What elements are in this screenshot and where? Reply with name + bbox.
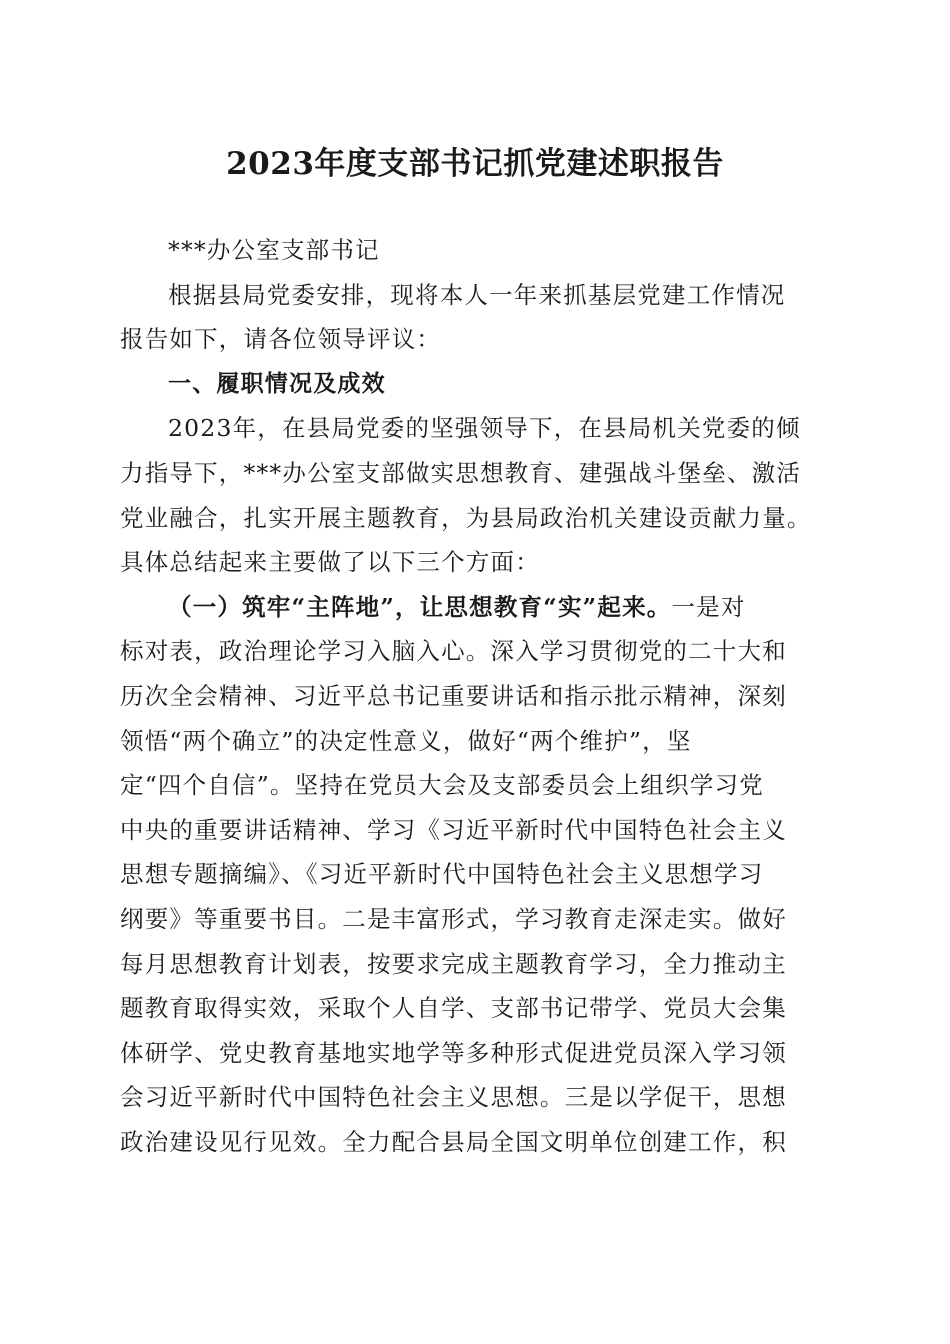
paragraph-line: 领悟“两个确立”的决定性意义，做好“两个维护”，坚 — [120, 726, 692, 755]
paragraph-line: 中央的重要讲话精神、学习《习近平新时代中国特色社会主义 — [120, 815, 787, 844]
intro-line-1: 根据县局党委安排，现将本人一年来抓基层党建工作情况 — [168, 280, 786, 309]
subsection-text: 一是对 — [671, 592, 746, 621]
paragraph-line: 党业融合，扎实开展主题教育，为县局政治机关建设贡献力量。 — [120, 503, 812, 532]
paragraph-line: 政治建设见行见效。全力配合县局全国文明单位创建工作，积 — [120, 1127, 787, 1156]
paragraph-line: 力指导下，***办公室支部做实思想教育、建强战斗堡垒、激活 — [120, 458, 802, 487]
paragraph-line: 思想专题摘编》、《习近平新时代中国特色社会主义思想学习 — [120, 860, 764, 889]
paragraph-line: 体研学、党史教育基地实地学等多种形式促进党员深入学习领 — [120, 1038, 787, 1067]
author-line: ***办公室支部书记 — [168, 236, 380, 264]
paragraph-line: 标对表，政治理论学习入脑入心。深入学习贯彻党的二十大和 — [120, 637, 787, 666]
document-title: 2023年度支部书记抓党建述职报告 — [226, 146, 724, 182]
paragraph-line: 定“四个自信”。坚持在党员大会及支部委员会上组织学习党 — [120, 771, 764, 800]
subsection-lead: （一）筑牢“主阵地”，让思想教育“实”起来。 — [168, 592, 672, 621]
paragraph-line: 每月思想教育计划表，按要求完成主题教育学习，全力推动主 — [120, 949, 787, 978]
paragraph-line: 会习近平新时代中国特色社会主义思想。三是以学促干，思想 — [120, 1083, 787, 1112]
intro-line-2: 报告如下，请各位领导评议： — [120, 325, 442, 354]
paragraph-line: 历次全会精神、习近平总书记重要讲话和指示批示精神，深刻 — [120, 681, 787, 710]
paragraph-line: 具体总结起来主要做了以下三个方面： — [120, 548, 540, 577]
section-heading: 一、履职情况及成效 — [168, 370, 386, 397]
paragraph-line: 题教育取得实效，采取个人自学、支部书记带学、党员大会集 — [120, 994, 787, 1023]
paragraph-line: 2023年，在县局党委的坚强领导下，在县局机关党委的倾 — [168, 414, 801, 443]
subsection-first-line — [120, 585, 840, 630]
document-body — [120, 228, 840, 1164]
paragraph-line: 纲要》等重要书目。二是丰富形式，学习教育走深走实。做好 — [120, 904, 787, 933]
